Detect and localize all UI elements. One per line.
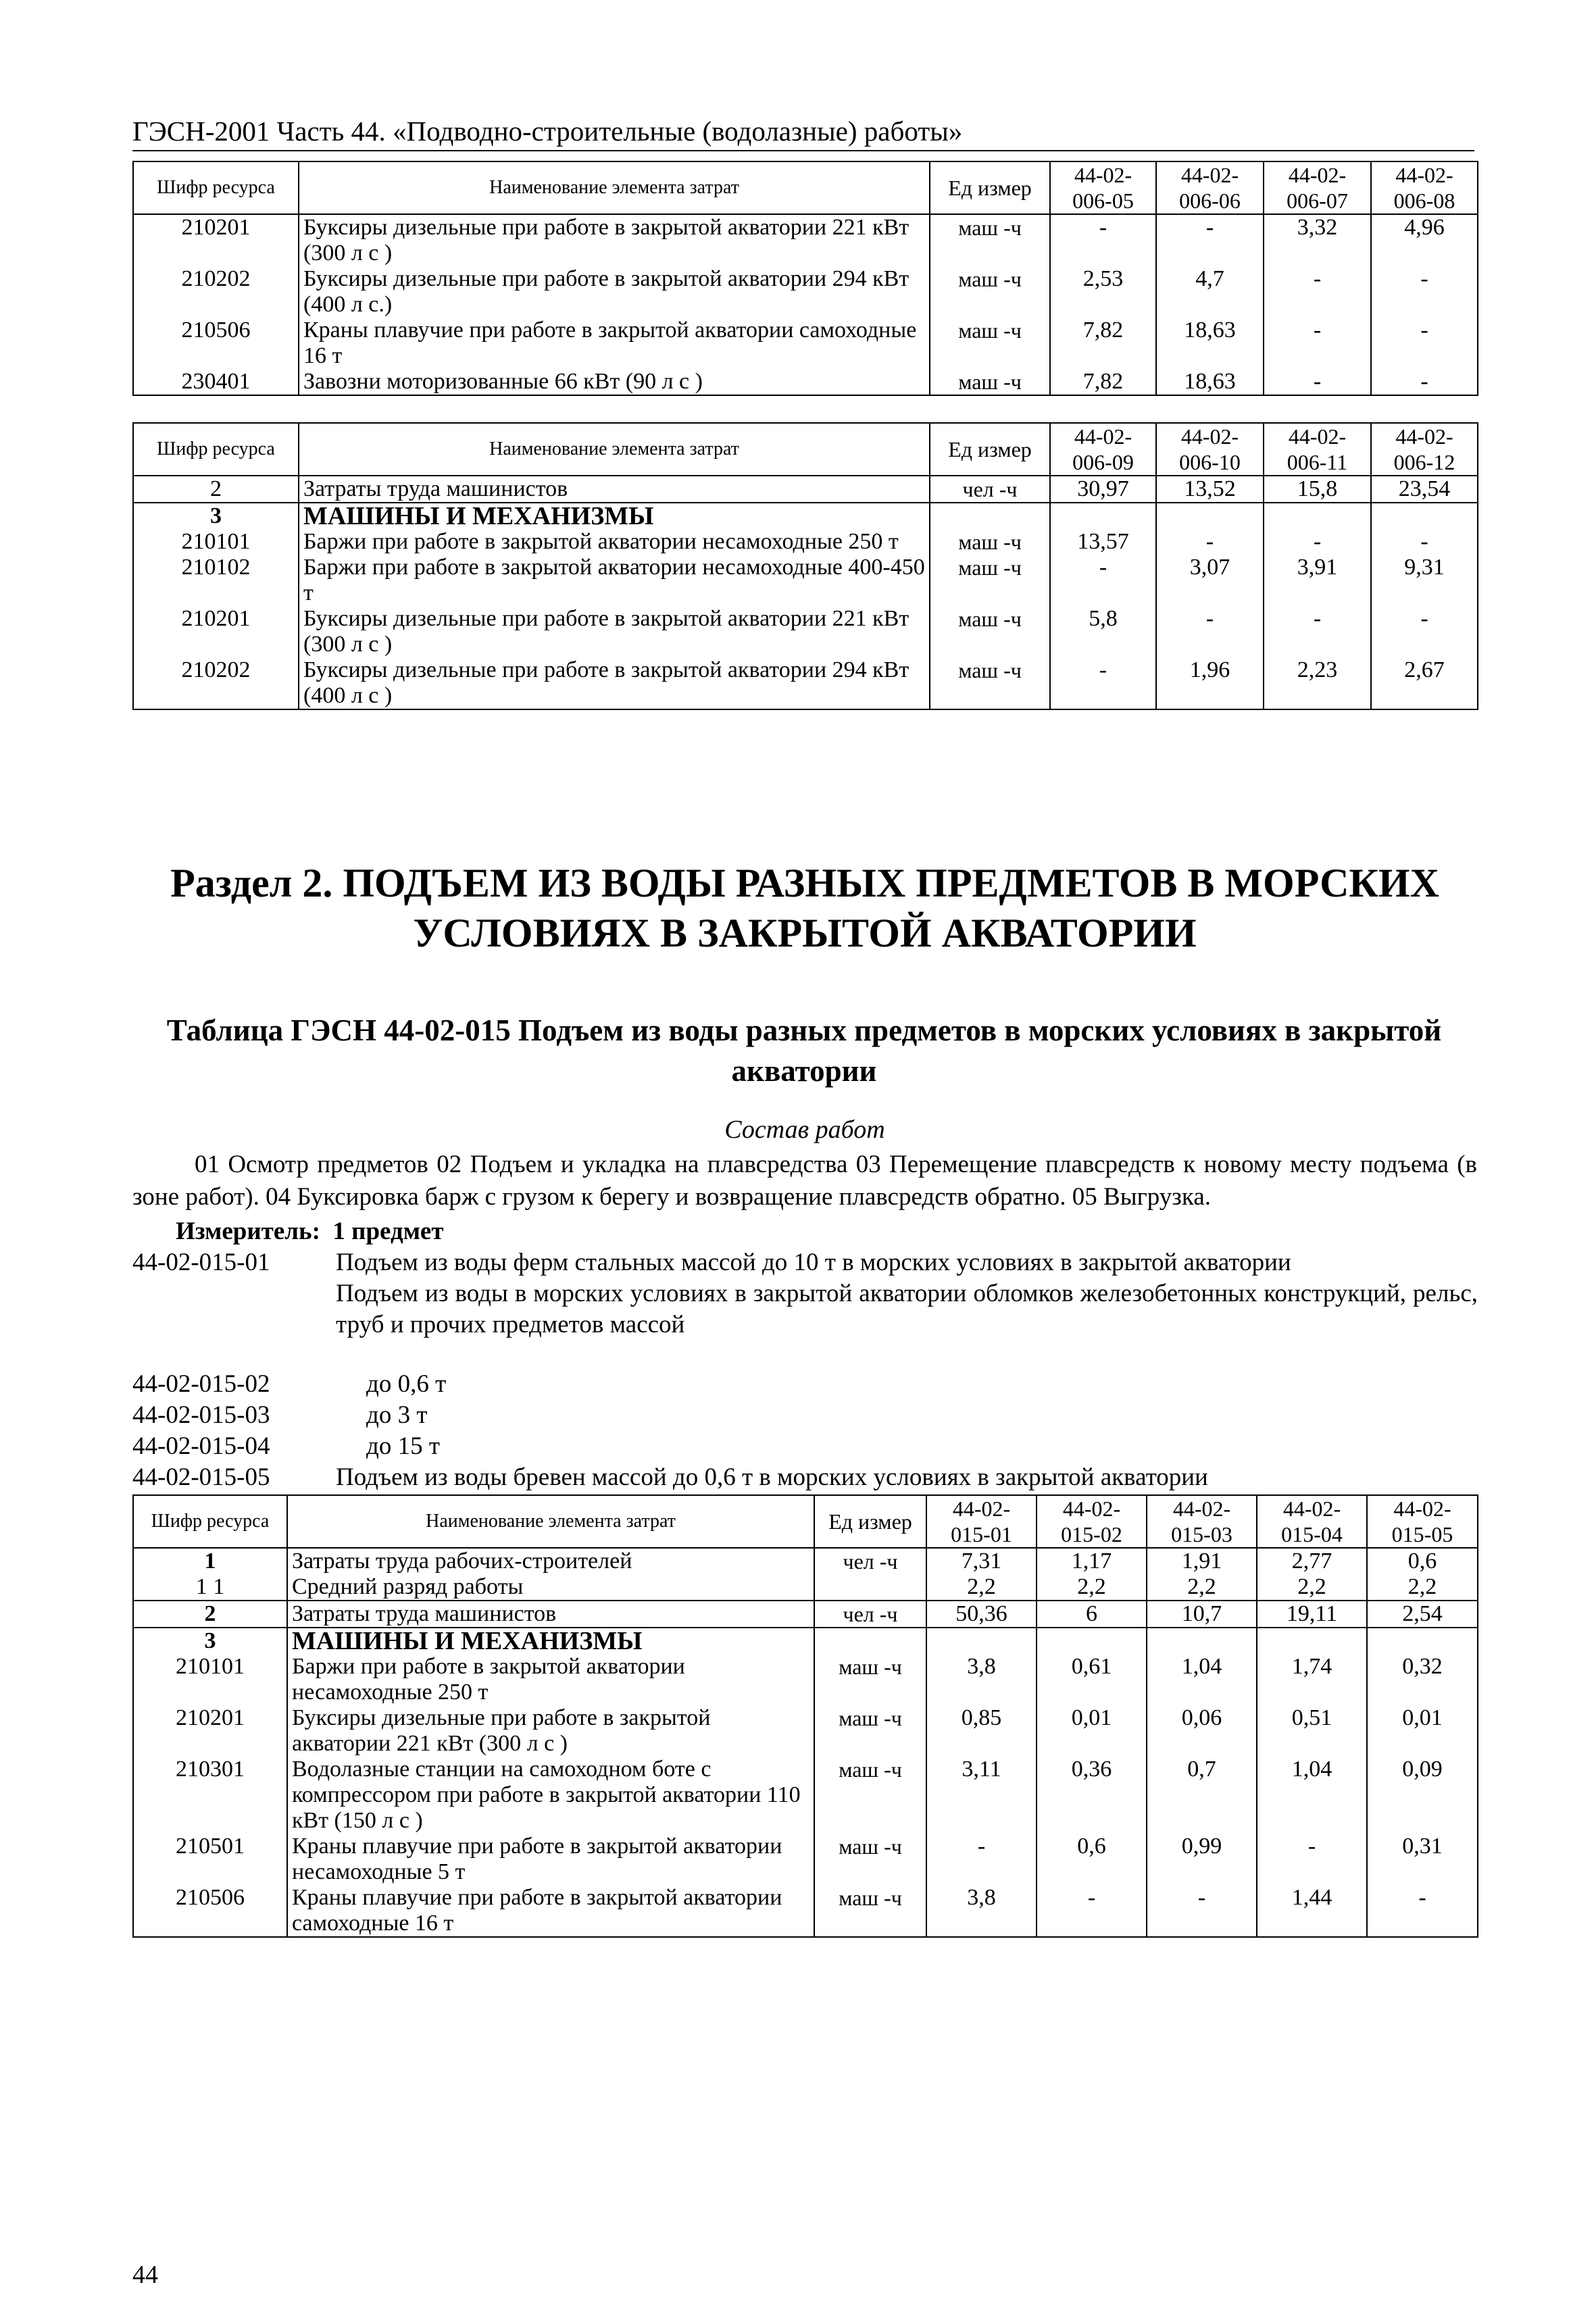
cost-element-name: Баржи при работе в закрытой акватории несамоходные 400-450 т xyxy=(299,555,930,606)
cost-element-name: Баржи при работе в закрытой акватории несамоходные 250 т xyxy=(299,529,930,555)
table-row xyxy=(133,1705,1478,1757)
unit: чел -ч xyxy=(814,1548,926,1574)
cost-element-name: Завозни моторизованные 66 кВт (90 л с ) xyxy=(299,369,930,395)
col-header-norm: 44-02- 015-05 xyxy=(1367,1495,1478,1548)
norm-value: 2,2 xyxy=(1367,1574,1478,1601)
table-row xyxy=(133,657,1478,709)
unit: чел -ч xyxy=(814,1601,926,1628)
resource-code: 210201 xyxy=(133,1705,287,1757)
meter-value: 1 предмет xyxy=(332,1217,444,1245)
norm-value: 23,54 xyxy=(1371,476,1478,503)
norm-value xyxy=(1050,503,1156,529)
norm-value: - xyxy=(1264,266,1371,318)
norm-value: 0,36 xyxy=(1037,1757,1147,1834)
table-row xyxy=(133,214,1478,266)
norm-value: 7,82 xyxy=(1050,318,1156,369)
resource-code: 1 xyxy=(133,1548,287,1574)
norm-value: 2,67 xyxy=(1371,657,1478,709)
norm-value xyxy=(1156,503,1264,529)
unit: маш -ч xyxy=(814,1654,926,1705)
table-row xyxy=(133,1601,1478,1628)
composition-text: 01 Осмотр предметов 02 Подъем и укладка на плавсредства 03 Перемещение плавсредств к новому месту подъема (в зоне работ). 04 Буксировка барж с грузом к берегу и возвращение плавсредств обратно. 05 Выгрузка. xyxy=(132,1151,1477,1211)
col-header-norm: 44-02- 006-06 xyxy=(1156,161,1264,214)
norm-value: - xyxy=(1156,214,1264,266)
table-row xyxy=(133,266,1478,318)
norm-value: 13,52 xyxy=(1156,476,1264,503)
cost-element-name: Водолазные станции на самоходном боте с компрессором при работе в закрытой акватории 110 кВт (150 л с ) xyxy=(287,1757,814,1834)
norm-value xyxy=(926,1628,1037,1654)
norm-value: 50,36 xyxy=(926,1601,1037,1628)
resource-code: 210202 xyxy=(133,657,299,709)
norm-value: 0,99 xyxy=(1147,1834,1257,1885)
norm-value: - xyxy=(1050,657,1156,709)
cost-element-name: Буксиры дизельные при работе в закрытой акватории 221 кВт (300 л с ) xyxy=(287,1705,814,1757)
resource-table-015 xyxy=(132,1494,1478,1938)
norm-description: Подъем из воды бревен массой до 0,6 т в морских условиях в закрытой акватории xyxy=(336,1463,1208,1491)
resource-code: 210202 xyxy=(133,266,299,318)
norm-value: - xyxy=(1371,529,1478,555)
table-header-row xyxy=(133,161,1478,214)
table-title: Таблица ГЭСН 44-02-015 Подъем из воды разных предметов в морских условиях в закрытой акватории xyxy=(166,1013,1442,1088)
norm-value: 30,97 xyxy=(1050,476,1156,503)
norm-value: 3,07 xyxy=(1156,555,1264,606)
unit: маш -ч xyxy=(930,555,1050,606)
norm-value: - xyxy=(1156,606,1264,657)
norm-code: 44-02-015-05 xyxy=(132,1463,270,1491)
col-header-norm: 44-02- 006-11 xyxy=(1264,423,1371,476)
norm-value: - xyxy=(1050,555,1156,606)
cost-element-name: Затраты труда машинистов xyxy=(299,476,930,503)
resource-code: 2 xyxy=(133,476,299,503)
table-row xyxy=(133,1885,1478,1937)
cost-element-name: Краны плавучие при работе в закрытой акватории несамоходные 5 т xyxy=(287,1834,814,1885)
unit: маш -ч xyxy=(930,266,1050,318)
resource-code: 2 xyxy=(133,1601,287,1628)
norm-value: 2,2 xyxy=(1257,1574,1367,1601)
norm-value: 13,57 xyxy=(1050,529,1156,555)
norm-code: 44-02-015-02 xyxy=(132,1370,270,1398)
norm-value: - xyxy=(1050,214,1156,266)
table-row xyxy=(133,1574,1478,1601)
cost-element-name: Буксиры дизельные при работе в закрытой акватории 294 кВт (400 л с.) xyxy=(299,266,930,318)
col-header-unit: Ед измер xyxy=(814,1495,926,1548)
norm-value: 0,09 xyxy=(1367,1757,1478,1834)
norm-value: 2,2 xyxy=(1147,1574,1257,1601)
norm-value: 0,31 xyxy=(1367,1834,1478,1885)
norm-value: 19,11 xyxy=(1257,1601,1367,1628)
resource-code: 210102 xyxy=(133,555,299,606)
table-row xyxy=(133,476,1478,503)
col-header-norm: 44-02- 006-08 xyxy=(1371,161,1478,214)
norm-value: 2,2 xyxy=(926,1574,1037,1601)
norm-value: 3,91 xyxy=(1264,555,1371,606)
col-header-norm: 44-02- 006-05 xyxy=(1050,161,1156,214)
unit: маш -ч xyxy=(814,1834,926,1885)
unit: маш -ч xyxy=(930,318,1050,369)
unit: маш -ч xyxy=(930,529,1050,555)
table-row xyxy=(133,1628,1478,1654)
norm-value: 18,63 xyxy=(1156,369,1264,395)
col-header-norm: 44-02- 006-07 xyxy=(1264,161,1371,214)
cost-element-name: Буксиры дизельные при работе в закрытой акватории 221 кВт (300 л с ) xyxy=(299,606,930,657)
norm-value: - xyxy=(1264,318,1371,369)
section-heading: МАШИНЫ И МЕХАНИЗМЫ xyxy=(287,1628,814,1654)
resource-code: 210506 xyxy=(133,318,299,369)
norm-value: 3,8 xyxy=(926,1654,1037,1705)
norm-value: 7,31 xyxy=(926,1548,1037,1574)
norm-value: 3,8 xyxy=(926,1885,1037,1937)
resource-code: 210101 xyxy=(133,529,299,555)
section-heading: МАШИНЫ И МЕХАНИЗМЫ xyxy=(299,503,930,529)
col-header-unit: Ед измер xyxy=(930,161,1050,214)
norm-value xyxy=(1147,1628,1257,1654)
resource-code: 3 xyxy=(133,503,299,529)
unit: маш -ч xyxy=(930,657,1050,709)
resource-code: 210301 xyxy=(133,1757,287,1834)
norm-value: - xyxy=(1156,529,1264,555)
norm-value: 0,85 xyxy=(926,1705,1037,1757)
norm-value: 0,06 xyxy=(1147,1705,1257,1757)
table-row xyxy=(133,555,1478,606)
resource-code: 230401 xyxy=(133,369,299,395)
col-header-cost-element: Наименование элемента затрат xyxy=(299,423,930,476)
norm-value: 0,6 xyxy=(1367,1548,1478,1574)
col-header-norm: 44-02- 015-02 xyxy=(1037,1495,1147,1548)
resource-code: 210506 xyxy=(133,1885,287,1937)
norm-value: - xyxy=(1257,1834,1367,1885)
norm-value: 2,77 xyxy=(1257,1548,1367,1574)
cost-element-name: Буксиры дизельные при работе в закрытой акватории 294 кВт (400 л с ) xyxy=(299,657,930,709)
col-header-norm: 44-02- 006-10 xyxy=(1156,423,1264,476)
unit: маш -ч xyxy=(814,1757,926,1834)
norm-value: 3,32 xyxy=(1264,214,1371,266)
norm-value: - xyxy=(1371,369,1478,395)
cost-element-name: Средний разряд работы xyxy=(287,1574,814,1601)
unit xyxy=(814,1628,926,1654)
norm-value: - xyxy=(1371,318,1478,369)
norm-value: 4,96 xyxy=(1371,214,1478,266)
norm-value: 0,7 xyxy=(1147,1757,1257,1834)
col-header-resource-code: Шифр ресурса xyxy=(133,161,299,214)
running-header: ГЭСН-2001 Часть 44. «Подводно-строительные (водолазные) работы» xyxy=(132,114,1474,151)
norm-value: 1,74 xyxy=(1257,1654,1367,1705)
norm-description: Подъем из воды в морских условиях в закрытой акватории обломков железобетонных конструкций, рельс, труб и прочих предметов массой xyxy=(336,1280,1478,1338)
norm-value: 2,53 xyxy=(1050,266,1156,318)
norm-value: - xyxy=(1371,266,1478,318)
table-header-row xyxy=(133,1495,1478,1548)
col-header-norm: 44-02- 006-09 xyxy=(1050,423,1156,476)
table-row xyxy=(133,318,1478,369)
norm-value: - xyxy=(926,1834,1037,1885)
norm-value: 10,7 xyxy=(1147,1601,1257,1628)
norm-value: 9,31 xyxy=(1371,555,1478,606)
resource-table-006-09-12 xyxy=(132,422,1478,710)
norm-code: 44-02-015-04 xyxy=(132,1432,270,1460)
norm-value: 0,6 xyxy=(1037,1834,1147,1885)
norm-value: 4,7 xyxy=(1156,266,1264,318)
col-header-norm: 44-02- 015-01 xyxy=(926,1495,1037,1548)
resource-code: 210201 xyxy=(133,606,299,657)
norm-description: Подъем из воды ферм стальных массой до 10 т в морских условиях в закрытой акватории xyxy=(336,1249,1291,1276)
col-header-norm: 44-02- 006-12 xyxy=(1371,423,1478,476)
col-header-resource-code: Шифр ресурса xyxy=(133,1495,287,1548)
norm-value: 2,23 xyxy=(1264,657,1371,709)
norm-value: 1,44 xyxy=(1257,1885,1367,1937)
composition-title: Состав работ xyxy=(724,1115,885,1144)
norm-value: 1,04 xyxy=(1257,1757,1367,1834)
norm-value: - xyxy=(1264,529,1371,555)
norm-value: - xyxy=(1371,606,1478,657)
unit: чел -ч xyxy=(930,476,1050,503)
norm-value: 15,8 xyxy=(1264,476,1371,503)
table-row xyxy=(133,606,1478,657)
cost-element-name: Краны плавучие при работе в закрытой акватории самоходные 16 т xyxy=(299,318,930,369)
table-row xyxy=(133,369,1478,395)
norm-description: до 3 т xyxy=(366,1401,428,1429)
table-row xyxy=(133,1757,1478,1834)
col-header-norm: 44-02- 015-04 xyxy=(1257,1495,1367,1548)
norm-value: 5,8 xyxy=(1050,606,1156,657)
norm-value xyxy=(1264,503,1371,529)
cost-element-name: Затраты труда машинистов xyxy=(287,1601,814,1628)
norm-value xyxy=(1371,503,1478,529)
table-row xyxy=(133,1548,1478,1574)
page-number: 44 xyxy=(132,2261,158,2289)
table-row xyxy=(133,1654,1478,1705)
norm-value: - xyxy=(1264,606,1371,657)
norm-value: 3,11 xyxy=(926,1757,1037,1834)
norm-value: - xyxy=(1037,1885,1147,1937)
unit: маш -ч xyxy=(930,369,1050,395)
col-header-norm: 44-02- 015-03 xyxy=(1147,1495,1257,1548)
norm-value: 1,91 xyxy=(1147,1548,1257,1574)
unit: маш -ч xyxy=(930,214,1050,266)
norm-value: - xyxy=(1147,1885,1257,1937)
norm-value: 0,01 xyxy=(1037,1705,1147,1757)
norm-description: до 15 т xyxy=(366,1432,440,1460)
cost-element-name: Баржи при работе в закрытой акватории несамоходные 250 т xyxy=(287,1654,814,1705)
resource-table-006-05-08 xyxy=(132,161,1478,396)
norm-value xyxy=(1037,1628,1147,1654)
resource-code: 3 xyxy=(133,1628,287,1654)
unit: маш -ч xyxy=(814,1885,926,1937)
norm-value: 18,63 xyxy=(1156,318,1264,369)
table-header-row xyxy=(133,423,1478,476)
unit xyxy=(930,503,1050,529)
section-title: Раздел 2. ПОДЪЕМ ИЗ ВОДЫ РАЗНЫХ ПРЕДМЕТОВ В МОРСКИХ УСЛОВИЯХ В ЗАКРЫТОЙ АКВАТОРИИ xyxy=(170,861,1439,955)
resource-code: 1 1 xyxy=(133,1574,287,1601)
col-header-cost-element: Наименование элемента затрат xyxy=(299,161,930,214)
cost-element-name: Буксиры дизельные при работе в закрытой акватории 221 кВт (300 л с ) xyxy=(299,214,930,266)
col-header-resource-code: Шифр ресурса xyxy=(133,423,299,476)
col-header-unit: Ед измер xyxy=(930,423,1050,476)
norm-value: 2,2 xyxy=(1037,1574,1147,1601)
resource-code: 210101 xyxy=(133,1654,287,1705)
norm-code: 44-02-015-01 xyxy=(132,1249,270,1276)
norm-value: - xyxy=(1367,1885,1478,1937)
cost-element-name: Затраты труда рабочих-строителей xyxy=(287,1548,814,1574)
norm-value: 0,51 xyxy=(1257,1705,1367,1757)
resource-code: 210201 xyxy=(133,214,299,266)
resource-code: 210501 xyxy=(133,1834,287,1885)
norm-value: 2,54 xyxy=(1367,1601,1478,1628)
table-row xyxy=(133,529,1478,555)
table-row xyxy=(133,1834,1478,1885)
norm-value: - xyxy=(1264,369,1371,395)
norm-value: 0,32 xyxy=(1367,1654,1478,1705)
norm-code: 44-02-015-03 xyxy=(132,1401,270,1429)
norm-value: 6 xyxy=(1037,1601,1147,1628)
meter-line xyxy=(176,1216,444,1247)
unit: маш -ч xyxy=(930,606,1050,657)
unit: маш -ч xyxy=(814,1705,926,1757)
cost-element-name: Краны плавучие при работе в закрытой акватории самоходные 16 т xyxy=(287,1885,814,1937)
norm-value: 1,04 xyxy=(1147,1654,1257,1705)
norm-value: 0,01 xyxy=(1367,1705,1478,1757)
norm-value: 0,61 xyxy=(1037,1654,1147,1705)
col-header-cost-element: Наименование элемента затрат xyxy=(287,1495,814,1548)
norm-value xyxy=(1257,1628,1367,1654)
table-row xyxy=(133,503,1478,529)
norm-value xyxy=(1367,1628,1478,1654)
norm-description: до 0,6 т xyxy=(366,1370,447,1398)
norm-value: 1,96 xyxy=(1156,657,1264,709)
meter-label: Измеритель: xyxy=(176,1217,320,1245)
norm-value: 7,82 xyxy=(1050,369,1156,395)
unit xyxy=(814,1574,926,1601)
norm-value: 1,17 xyxy=(1037,1548,1147,1574)
